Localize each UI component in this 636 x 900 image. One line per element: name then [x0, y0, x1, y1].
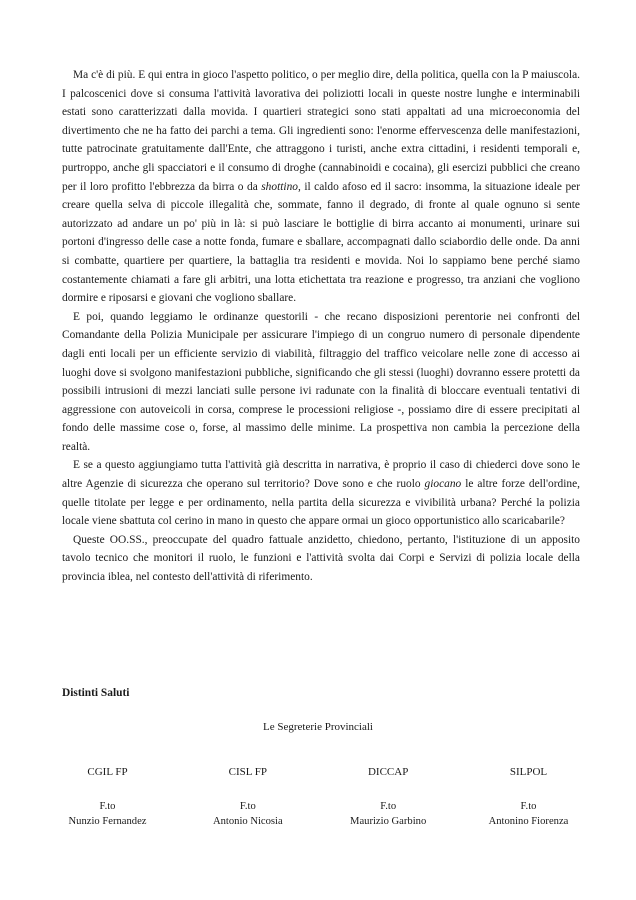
paragraph-richiesta — [62, 531, 580, 587]
signatory-name: Nunzio Fernandez — [68, 816, 147, 827]
signatory-cisl — [180, 765, 315, 829]
signatory-silpol — [461, 765, 596, 829]
union-name: SILPOL — [509, 766, 548, 778]
paragraph-text: , il caldo afoso ed il sacro: insomma, la situazione ideale per creare quella selva di piccole illegalità che, sommate, fanno il degrado, di fronte al quale ognuno si sente autorizzato ad andare un po' più in là: si può lasciare le bottiglie di birra accanto ai monumenti, urinare sui portoni d'ingresso delle case a notte fonda, fumare e sballare, accompagnati dallo sciabordio delle onde. Da anni si combatte, quartiere per quartiere, la battaglia tra residenti e movida. Noi lo sappiamo bene perché siamo costantemente chiamati a fare gli arbitri, una lotta etichettata tra reazione e progresso, tra anziani che vogliono dormire e riposarsi e giovani che vogliono sballare. — [62, 180, 580, 305]
paragraph-text: E se a questo aggiungiamo tutta l'attività già descritta in narrativa, è proprio il caso di chiederci dove sono le altre Agenzie di sicurezza che operano sul territorio? Dove sono e che ruolo — [62, 459, 580, 491]
signed-mark: F.to — [520, 801, 537, 812]
signed-mark: F.to — [239, 801, 256, 812]
paragraph-text: Queste OO.SS., preoccupate del quadro fattuale anzidetto, chiedono, pertanto, l'istituzione di un apposito tavolo tecnico che monitori il ruolo, le funzioni e l'attività svolta dai Corpi e Servizi di polizia locale della provincia iblea, nel contesto dell'attività di riferimento. — [62, 533, 580, 584]
paragraph-ordinanze — [62, 308, 580, 457]
signed-mark: F.to — [380, 801, 397, 812]
union-name: CGIL FP — [87, 766, 128, 778]
signatory-cgil — [40, 765, 175, 829]
signatory-diccap — [321, 765, 456, 829]
emphasis-text: shottino — [261, 180, 298, 193]
closing-salutation: Distinti Saluti — [62, 687, 130, 699]
signatory-name: Maurizio Garbino — [350, 816, 427, 827]
union-name: CISL FP — [228, 766, 268, 778]
signature-block — [40, 765, 596, 829]
signatory-name: Antonio Nicosia — [212, 816, 283, 827]
emphasis-text: giocano — [424, 478, 462, 491]
paragraph-agenzie — [62, 456, 580, 530]
paragraph-text: Ma c'è di più. E qui entra in gioco l'aspetto politico, o per meglio dire, della politica, quella con la P maiuscola. I palcoscenici dove si consuma l'attività lavorativa dei poliziotti locali in queste nostre lunghe e interminabili estati sono caratterizzati dalla movida. I quartieri strategici sono stati appaltati ad una microeconomia del divertimento che ne ha fatto dei parchi a tema. Gli ingredienti sono: l'enorme effervescenza delle manifestazioni, tutte patrocinate gratuitamente dall'Ente, che attraggono i turisti, anche extra cittadini, i residenti temporali e, purtroppo, anche gli spacciatori e il consumo di droghe (cannabinoidi e cocaina), gli esercizi pubblici che creano per il loro profitto l'ebbrezza da birra o da — [62, 69, 580, 193]
signed-mark: F.to — [99, 801, 116, 812]
paragraph-movida — [62, 66, 580, 308]
union-name: DICCAP — [367, 766, 409, 778]
letter-body — [62, 66, 580, 587]
secretariats-heading: Le Segreterie Provinciali — [263, 721, 373, 733]
signatory-name: Antonino Fiorenza — [488, 816, 569, 827]
paragraph-text: le altre forze dell'ordine, quelle titolate per legge e per ordinamento, nella partita della sicurezza e vivibilità urbana? Perché la polizia locale viene sbattuta col cerino in mano in questo che appare ormai un gioco opportunistico allo scaricabarile? — [62, 478, 580, 528]
paragraph-text: E poi, quando leggiamo le ordinanze questorili - che recano disposizioni perentorie nei confronti del Comandante della Polizia Municipale per assicurare l'impiego di un congruo numero di personale dipendente dagli enti locali per un efficiente servizio di viabilità, filtraggio del traffico veicolare nelle zone di accesso ai luoghi dove si svolgono manifestazioni pubbliche, significando che gli stessi (luoghi) dovranno essere protetti da possibili intrusioni di mezzi lanciati sulle persone ivi radunate con la finalità di bloccare eventuali tentativi di aggressione con autoveicoli in corsa, comprese le processioni religiose -, possiamo dire di essere precipitati al fondo delle massime cose o, forse, al massimo delle minime. La prospettiva non cambia la percezione della realtà. — [62, 310, 580, 453]
